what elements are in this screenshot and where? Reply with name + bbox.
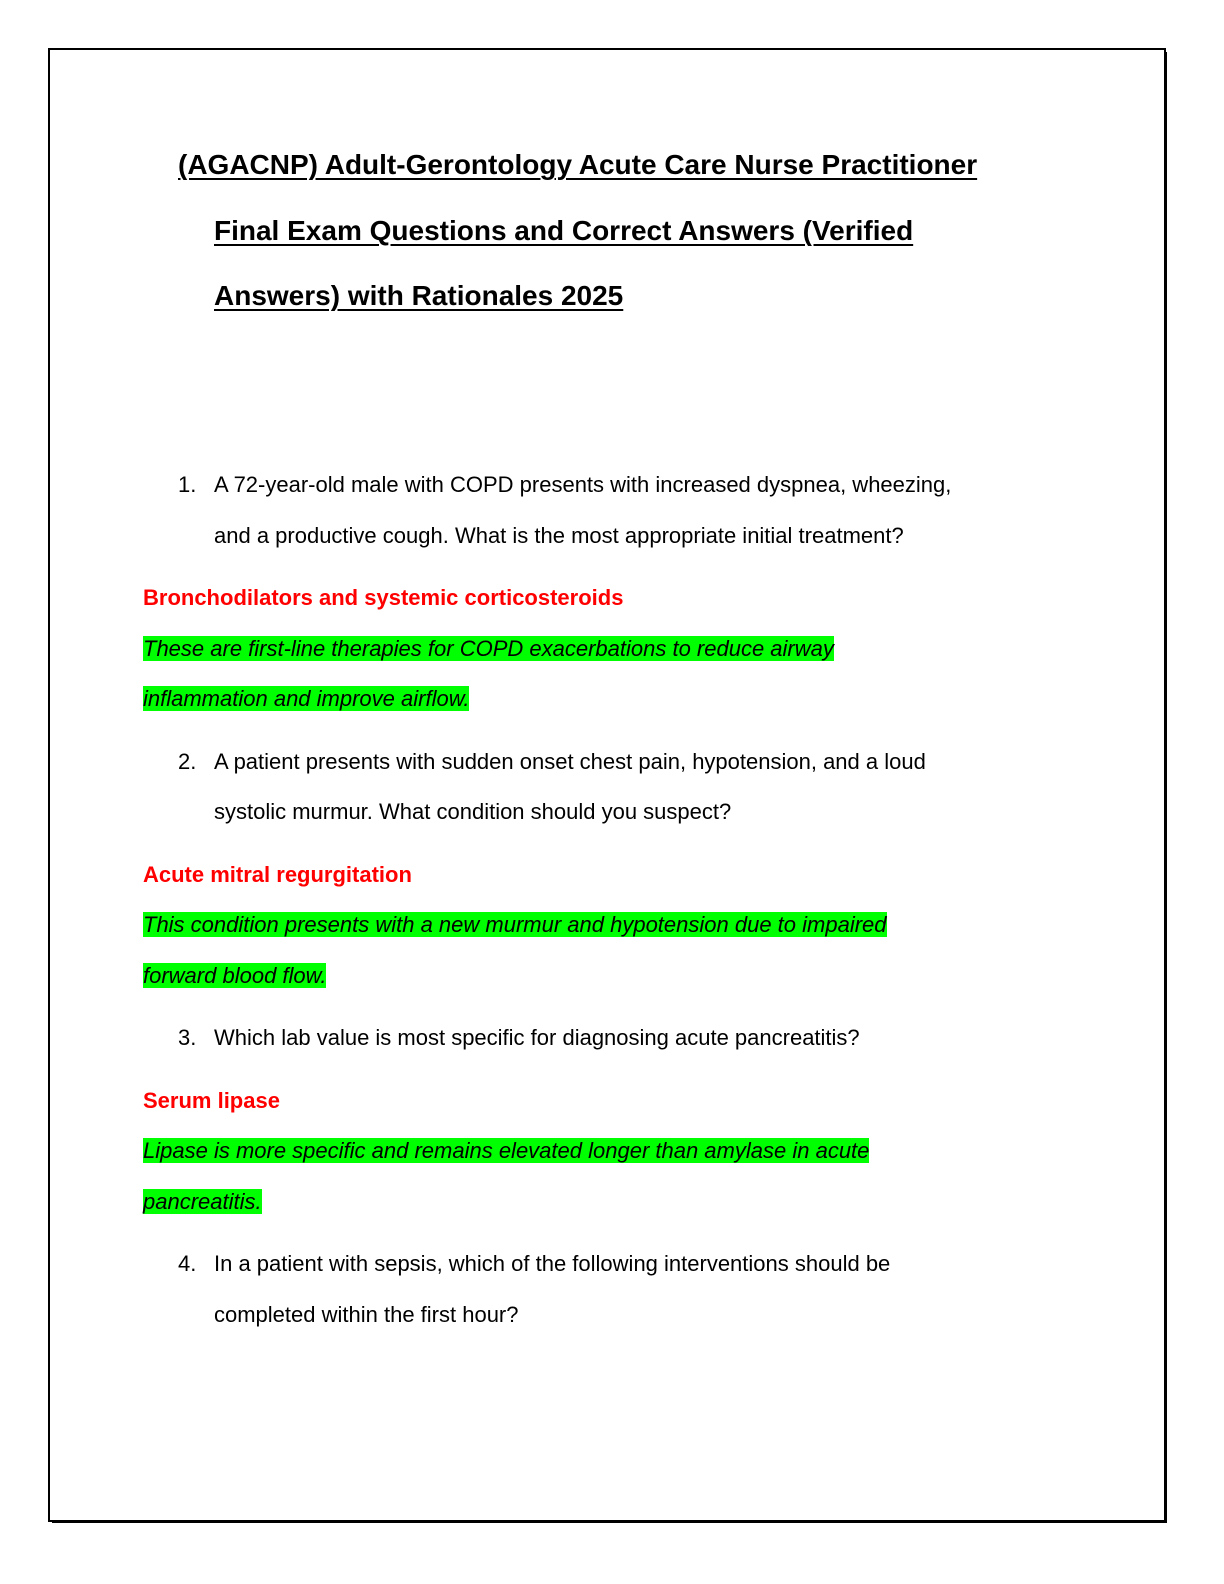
rationale bbox=[143, 624, 1103, 725]
question-line: In a patient with sepsis, which of the following interventions should be bbox=[214, 1251, 891, 1276]
rationale-line: pancreatitis. bbox=[143, 1188, 262, 1214]
question bbox=[143, 1013, 1103, 1064]
question bbox=[143, 1239, 1103, 1340]
question-line: and a productive cough. What is the most appropriate initial treatment? bbox=[214, 522, 904, 548]
question-number: 1. bbox=[178, 472, 197, 497]
rationale-line: Lipase is more specific and remains elevated longer than amylase in acute bbox=[143, 1138, 870, 1163]
rationale-line: This condition presents with a new murmur and hypotension due to impaired bbox=[143, 912, 887, 937]
rationale-line: forward blood flow. bbox=[143, 962, 327, 988]
correct-answer: Serum lipase bbox=[143, 1087, 280, 1113]
rationale bbox=[143, 900, 1103, 1001]
question-text bbox=[214, 460, 951, 561]
document-title bbox=[178, 132, 977, 329]
question-text bbox=[214, 1239, 890, 1340]
rationale bbox=[143, 1126, 1103, 1227]
question-line: systolic murmur. What condition should you suspect? bbox=[214, 799, 732, 824]
title-line: Final Exam Questions and Correct Answers (Verified bbox=[214, 214, 914, 246]
question-line: A patient presents with sudden onset chest pain, hypotension, and a loud bbox=[214, 748, 926, 774]
correct-answer: Bronchodilators and systemic corticosteroids bbox=[143, 585, 624, 610]
correct-answer: Acute mitral regurgitation bbox=[143, 861, 412, 887]
question bbox=[143, 460, 1103, 561]
title-line: Answers) with Rationales 2025 bbox=[214, 280, 624, 311]
question-number: 3. bbox=[178, 1025, 197, 1050]
rationale-line: inflammation and improve airflow. bbox=[143, 686, 470, 711]
question-line: A 72-year-old male with COPD presents with increased dyspnea, wheezing, bbox=[214, 472, 952, 497]
question-number: 4. bbox=[178, 1251, 197, 1276]
rationale-line: These are first-line therapies for COPD exacerbations to reduce airway bbox=[143, 635, 834, 661]
question-number: 2. bbox=[178, 748, 197, 774]
question-text bbox=[214, 1013, 860, 1064]
question bbox=[143, 737, 1103, 838]
question-line: Which lab value is most specific for diagnosing acute pancreatitis? bbox=[214, 1025, 860, 1050]
question-line: completed within the first hour? bbox=[214, 1301, 519, 1327]
question-list bbox=[143, 460, 1103, 1352]
title-line: (AGACNP) Adult-Gerontology Acute Care Nurse Practitioner bbox=[178, 149, 978, 180]
question-text bbox=[214, 737, 926, 838]
